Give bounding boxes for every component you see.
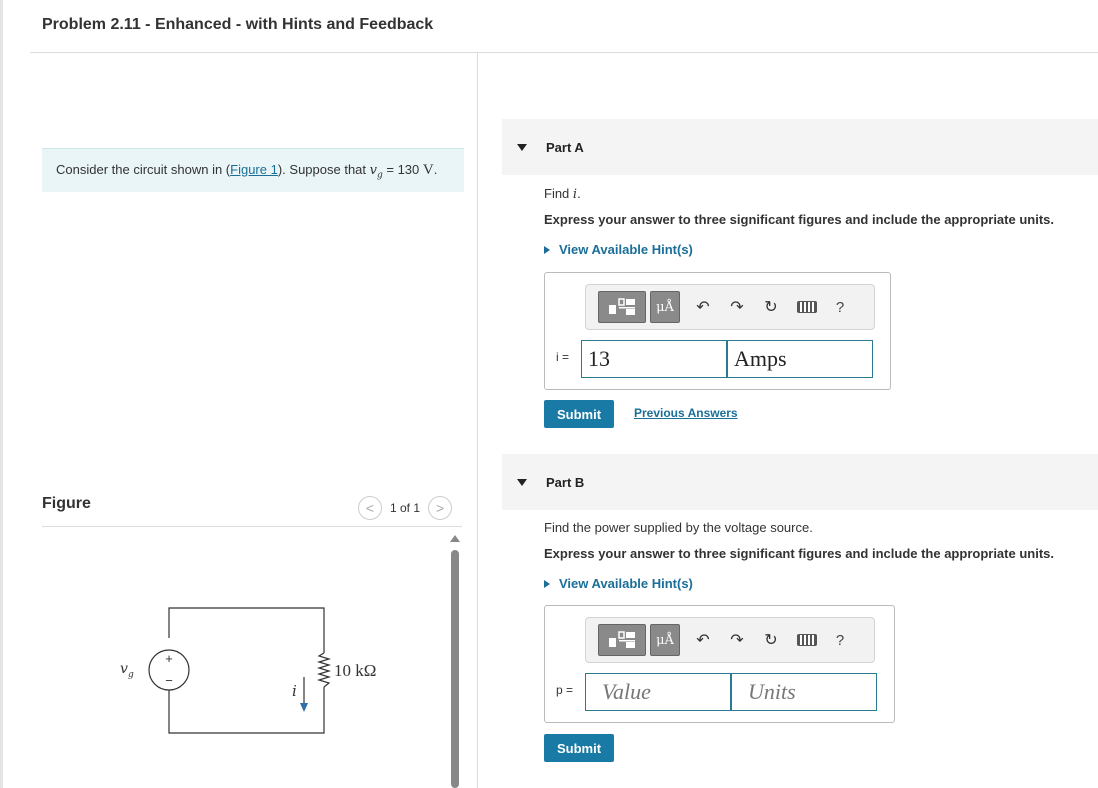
value-input[interactable]: Value — [585, 673, 731, 711]
title-divider — [30, 52, 1098, 53]
templates-button[interactable] — [598, 624, 646, 656]
part-a-hint-link[interactable] — [544, 242, 693, 257]
part-a-instructions: Express your answer to three significant figures and include the appropriate units. — [544, 212, 1054, 227]
part-b-submit-button[interactable]: Submit — [544, 734, 614, 762]
units-button[interactable]: μÅ — [650, 291, 680, 323]
circuit-diagram — [100, 595, 400, 740]
prev-figure-button[interactable] — [358, 496, 382, 520]
redo-icon[interactable]: ↷ — [730, 632, 744, 649]
part-b-hint-link[interactable] — [544, 576, 693, 591]
part-a-answer-box — [544, 272, 891, 390]
vg-var: v — [369, 163, 377, 178]
problem-statement — [42, 148, 464, 192]
undo-icon[interactable]: ↶ — [696, 632, 710, 649]
templates-icon — [606, 297, 638, 317]
reset-icon[interactable]: ↻ — [764, 632, 778, 649]
templates-icon — [606, 630, 638, 650]
figure-link[interactable]: Figure 1 — [230, 162, 278, 177]
circuit-bottom-wire — [169, 687, 324, 733]
units-input[interactable]: Units — [731, 673, 877, 711]
figure-scrollbar[interactable] — [451, 550, 459, 788]
previous-answers-link[interactable]: Previous Answers — [634, 406, 738, 420]
resistor-label: 10 kΩ — [334, 661, 377, 680]
value-input[interactable]: 13 — [581, 340, 727, 378]
volt-unit: V — [422, 162, 434, 178]
part-a-prompt — [544, 186, 581, 202]
collapse-caret-icon — [517, 144, 527, 151]
problem-eq: = 130 — [382, 162, 423, 177]
vg-sub: g — [376, 170, 383, 181]
problem-mid: ). Suppose that — [277, 162, 370, 177]
figure-counter: 1 of 1 — [390, 501, 421, 515]
help-icon[interactable]: ? — [835, 631, 845, 649]
part-b-header[interactable] — [502, 454, 1098, 510]
math-toolbar — [585, 284, 875, 330]
collapse-caret-icon — [517, 479, 527, 486]
figure-title: Figure — [42, 495, 91, 512]
source-plus: + — [165, 651, 173, 666]
chevron-left-icon: < — [365, 500, 375, 516]
next-figure-button[interactable] — [428, 496, 452, 520]
redo-icon[interactable]: ↷ — [730, 299, 744, 316]
math-toolbar — [585, 617, 875, 663]
problem-end: . — [433, 162, 438, 177]
part-b-label: Part B — [546, 474, 585, 490]
keyboard-icon[interactable] — [797, 634, 817, 646]
part-a-header[interactable] — [502, 119, 1098, 175]
answer-var-label: p = — [556, 683, 574, 697]
templates-button[interactable] — [598, 291, 646, 323]
keyboard-icon[interactable] — [797, 301, 817, 313]
part-b-answer-box — [544, 605, 895, 723]
current-label: i — [292, 682, 297, 700]
hint-label: View Available Hint(s) — [559, 576, 693, 591]
column-divider — [477, 53, 478, 788]
part-a-submit-button[interactable]: Submit — [544, 400, 614, 428]
find-var: i — [572, 187, 578, 202]
left-edge — [0, 0, 3, 788]
hint-triangle-icon — [544, 580, 550, 588]
chevron-right-icon: > — [435, 500, 445, 516]
source-label: v — [120, 661, 128, 677]
scroll-up-arrow[interactable] — [450, 535, 460, 542]
units-button[interactable]: μÅ — [650, 624, 680, 656]
part-a-label: Part A — [546, 139, 584, 155]
resistor-symbol — [319, 653, 329, 687]
page-title: Problem 2.11 - Enhanced - with Hints and Feedback — [42, 16, 434, 33]
undo-icon[interactable]: ↶ — [696, 299, 710, 316]
hint-triangle-icon — [544, 246, 550, 254]
units-input[interactable]: Amps — [727, 340, 873, 378]
find-prefix: Find — [544, 186, 573, 201]
problem-prefix: Consider the circuit shown in ( — [56, 162, 231, 177]
part-b-prompt: Find the power supplied by the voltage source. — [544, 520, 813, 535]
figure-nav — [358, 496, 452, 520]
source-sub: g — [128, 670, 134, 680]
circuit-top-wire — [169, 608, 324, 653]
figure-divider — [42, 526, 462, 527]
source-minus: − — [165, 673, 173, 688]
current-arrow-head — [300, 703, 308, 712]
find-end: . — [577, 186, 581, 201]
reset-icon[interactable]: ↻ — [764, 299, 778, 316]
hint-label: View Available Hint(s) — [559, 242, 693, 257]
help-icon[interactable]: ? — [835, 298, 845, 316]
answer-var-label: i = — [556, 350, 570, 364]
part-b-instructions: Express your answer to three significant figures and include the appropriate units. — [544, 546, 1054, 561]
